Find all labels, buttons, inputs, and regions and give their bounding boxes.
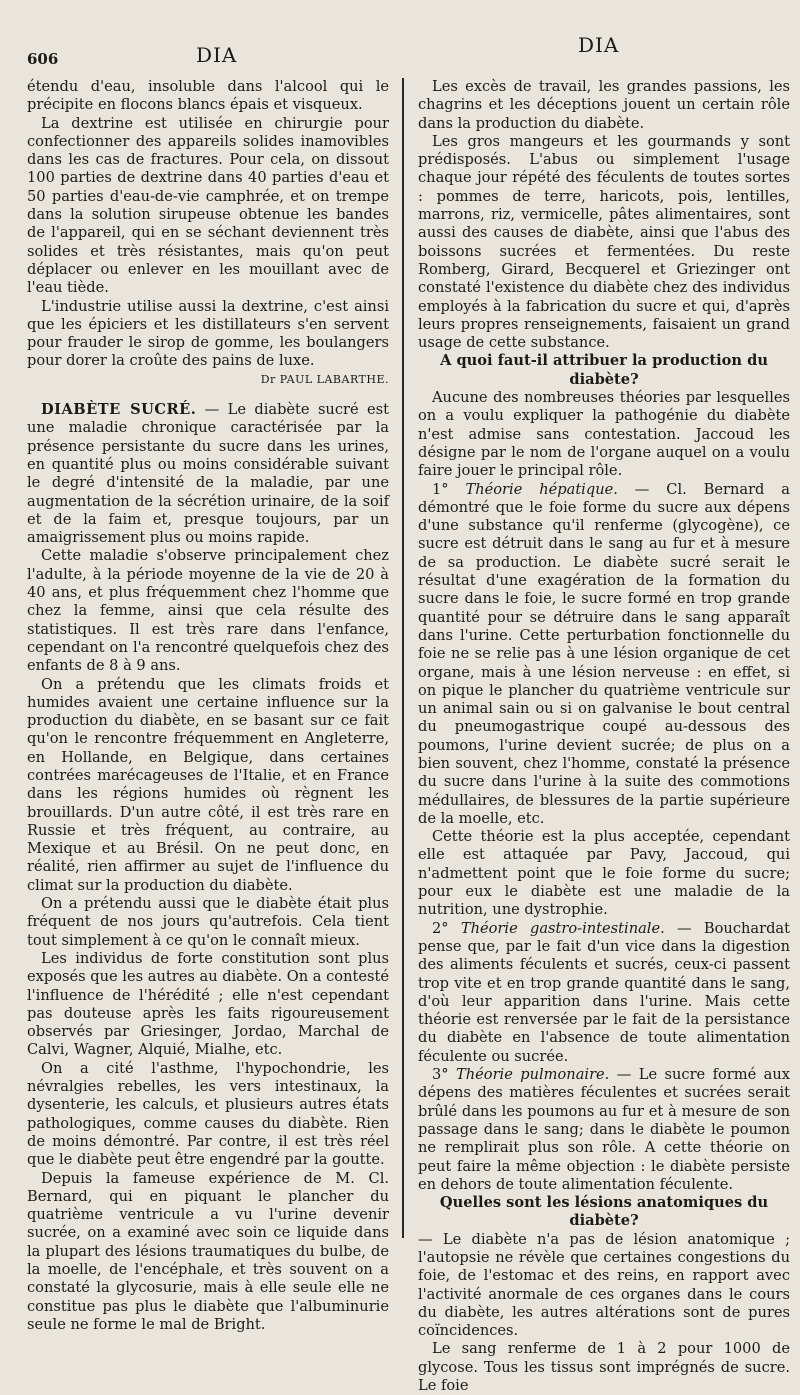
section-question: A quoi faut-il attribuer la production du diabète? [440, 352, 768, 388]
paragraph: L'industrie utilise aussi la dextrine, c'est ainsi que les épiciers et les distillateurs s'en servent pour frauder le sirop de gomme, les boulangers pour dorer la croûte des pains de luxe. [27, 297, 389, 370]
theory-text: — Bouchardat pense que, par le fait d'un vice dans la digestion des aliments féculents et sucrés, ceux-ci passent trop vite et en trop grande quantité dans le sang, d'où leur apparition dans l'urine. Mais cette théorie est renversée par le fait de la persistance du diabète en l'absence de toute alimentation féculente ou sucrée. [418, 919, 790, 1065]
paragraph: Le sang renferme de 1 à 2 pour 1000 de glycose. Tous les tissus sont imprégnés de sucre. Le foie [418, 1340, 790, 1395]
paragraph: On a prétendu aussi que le diabète était plus fréquent de nos jours qu'autrefois. Cela tient tout simplement à ce qu'on le connaît mieux. [27, 895, 389, 949]
running-head-right: DIA [578, 33, 620, 57]
paragraph: Cette maladie s'observe principalement chez l'adulte, à la période moyenne de la vie de 20 à 40 ans, et plus fréquemment chez l'homme que chez la femme, ainsi que cela résulte des statistiques. Il est très rare dans l'enfance, cependant on l'a rencontré quelquefois chez des enfants de 8 à 9 ans. [27, 547, 389, 675]
entry-headword: DIABÈTE SUCRÉ. [41, 401, 197, 419]
continued-paragraph: — Le diabète n'a pas de lésion anatomique ; l'autopsie ne révèle que certaines congestions du foie, de l'estomac et des reins, en rapport avec l'activité anormale de ces organes dans le cours du diabète, les autres altérations sont de pures coïncidences. [418, 1230, 790, 1340]
theory-number: 1° [432, 480, 449, 498]
theory-name: Théorie hépatique. [465, 480, 618, 498]
column-divider [402, 78, 404, 1238]
theory-paragraph [418, 1066, 790, 1194]
paragraph: La dextrine est utilisée en chirurgie pour confectionner des appareils solides inamovibles dans les cas de fractures. Pour cela, on dissout 100 parties de dextrine dans 40 parties d'eau et 50 parties d'eau-de-vie camphrée, et on trempe dans la solution sirupeuse obtenue les bandes de l'appareil, qui en se séchant deviennent très solides et très résistantes, mais qu'on peut déplacer ou enlever en les mouillant avec de l'eau tiède. [27, 114, 389, 297]
theory-paragraph [418, 920, 790, 1066]
theory-name: Théorie pulmonaire. [456, 1066, 610, 1084]
theory-name: Théorie gastro-intestinale. [460, 919, 665, 937]
theory-text: — Cl. Bernard a démontré que le foie forme du sucre aux dépens d'une substance qu'il renferme (glycogène), ce sucre est détruit dans le sang au fur et à mesure de sa production. Le diabète sucré serait le résultat d'une exagération de la formation du sucre dans le foie, le sucre formé en trop grande quantité pour se détruire dans le sang apparaît dans l'urine. Cette perturbation fonctionnelle du foie ne se relie pas à une lésion organique de cet organe, mais à une lésion nerveuse : en effet, si on pique le plancher du quatrième ventricule sur un animal sain ou si on galvanise le bout central du pneumogastrique coupé au-dessous des poumons, l'urine devient sucrée; de plus on a bien souvent, chez l'homme, constaté la présence du sucre dans l'urine à la suite des commotions médullaires, de blessures de la partie supérieure de la moelle, etc. [418, 480, 791, 827]
paragraph: Depuis la fameuse expérience de M. Cl. Bernard, qui en piquant le plancher du quatrième ventricule a vu l'urine devenir sucrée, on a examiné avec soin ce liquide dans la plupart des lésions traumatiques du bulbe, de la moelle, de l'encéphale, et très souvent on a constaté la glycosurie, mais à elle seule elle ne constitue pas plus le diabète que l'albuminurie seule ne forme le mal de Bright. [27, 1169, 389, 1333]
paragraph: Aucune des nombreuses théories par lesquelles on a voulu expliquer la pathogénie du diabète n'est admise sans contestation. Jaccoud les désigne par le nom de l'organe auquel on a voulu faire jouer le principal rôle. [418, 389, 790, 480]
paragraph: Les gros mangeurs et les gourmands y sont prédisposés. L'abus ou simplement l'usage chaque jour répété des féculents de toutes sortes : pommes de terre, haricots, pois, lentilles, marrons, riz, vermicelle, pâtes alimentaires, sont aussi des causes de diabète, ainsi que l'abus des boissons sucrées et fermentées. Du reste Romberg, Girard, Becquerel et Griezinger ont constaté l'existence du diabète chez des individus employés à la fabrication du sucre et qui, d'après leurs propres renseignements, faisaient un grand usage de cette substance. [418, 132, 790, 352]
author-signature: Dr PAUL LABARTHE. [260, 372, 389, 386]
entry-paragraph [27, 401, 389, 547]
paragraph: Les excès de travail, les grandes passions, les chagrins et les déceptions jouent un certain rôle dans la production du diabète. [418, 78, 790, 132]
paragraph: Cette théorie est la plus acceptée, cependant elle est attaquée par Pavy, Jaccoud, qui n'admettent point que le foie forme du sucre; pour eux le diabète est une maladie de la nutrition, une dystrophie. [418, 828, 790, 919]
theory-text: — Le sucre formé aux dépens des matières féculentes et sucrées serait brûlé dans les poumons au fur et à mesure de son passage dans le sang; dans le diabète le poumon ne remplirait plus son rôle. A cette théorie on peut faire la même objection : le diabète persiste en dehors de toute alimentation féculente. [418, 1066, 790, 1193]
section-question: Quelles sont les lésions anatomiques du diabète? [439, 1194, 769, 1230]
theory-paragraph [418, 481, 790, 829]
paragraph: On a prétendu que les climats froids et humides avaient une certaine influence sur la production du diabète, en se basant sur ce fait qu'on le rencontre fréquemment en Angleterre, en Hollande, en Belgique, dans certaines contrées marécageuses de l'Italie, et en France dans les régions humides où règnent les brouillards. D'un autre côté, il est très rare en Russie et très fréquent, au contraire, au Mexique et au Brésil. On ne peut donc, en réalité, rien affirmer au sujet de l'influence du climat sur la production du diabète. [27, 675, 389, 894]
left-column [27, 78, 389, 1334]
continued-paragraph: étendu d'eau, insoluble dans l'alcool qui le précipite en flocons blancs épais et visqueux. [27, 78, 389, 114]
paragraph: Les individus de forte constitution sont plus exposés que les autres au diabète. On a contesté l'influence de l'hérédité ; elle n'est cependant pas douteuse après les faits rigoureusement observés par Griesinger, Jordao, Marchal de Calvi, Wagner, Alquié, Mialhe, etc. [27, 949, 389, 1059]
theory-number: 2° [432, 919, 449, 937]
page-number: 606 [27, 50, 59, 68]
paragraph: On a cité l'asthme, l'hypochondrie, les névralgies rebelles, les vers intestinaux, la dysenterie, les calculs, et plusieurs autres états pathologiques, comme causes du diabète. Rien de moins démontré. Par contre, il est très réel que le diabète peut être engendré par la goutte. [27, 1059, 389, 1169]
right-column [418, 78, 790, 1395]
running-head-left: DIA [196, 43, 238, 67]
entry-text: — Le diabète sucré est une maladie chronique caractérisée par la présence persistante du sucre dans les urines, en quantité plus ou moins considérable suivant le degré d'intensité de la maladie, par une augmentation de la sécrétion urinaire, de la soif et de la faim et, presque toujours, par un amaigrissement plus ou moins rapide. [27, 401, 389, 547]
theory-number: 3° [432, 1066, 449, 1084]
